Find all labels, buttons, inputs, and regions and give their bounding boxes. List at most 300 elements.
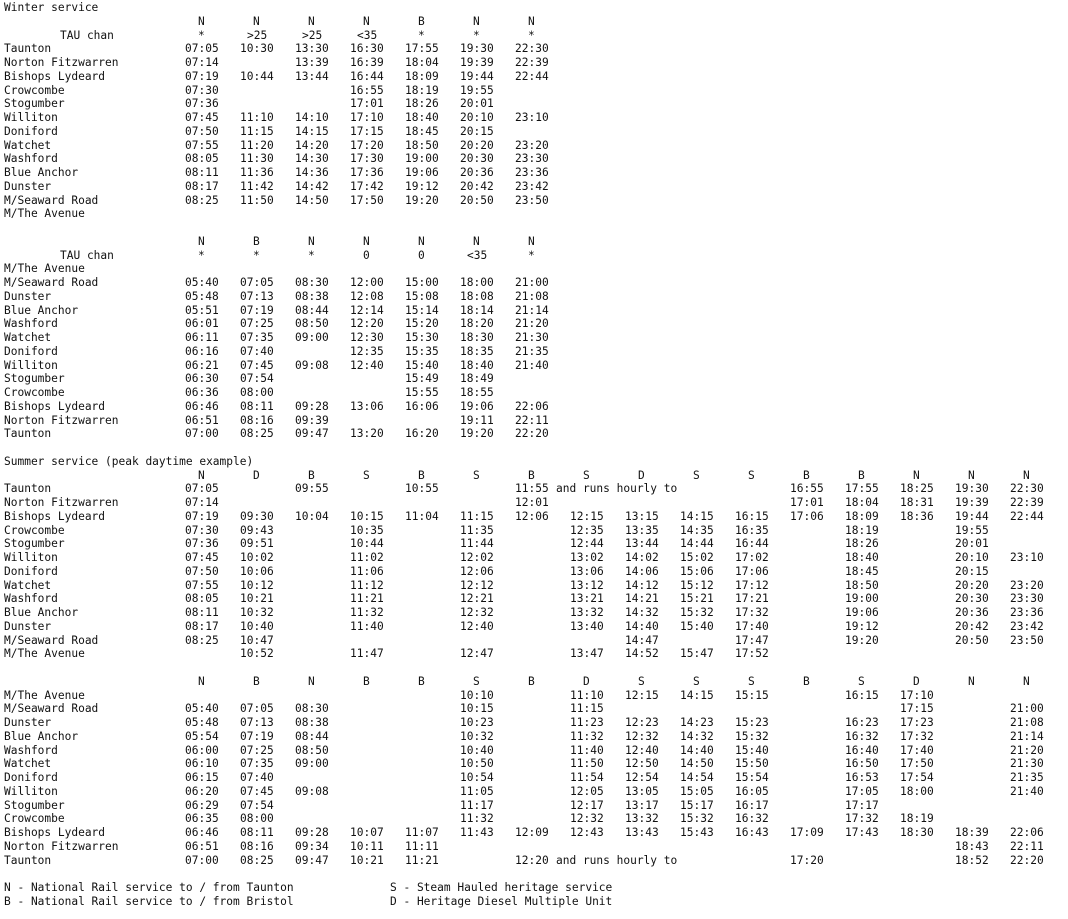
departure-time: 11:15 bbox=[240, 124, 274, 138]
departure-time: 16:40 bbox=[845, 743, 879, 757]
departure-time: 20:42 bbox=[955, 619, 989, 633]
service-code: D bbox=[638, 468, 645, 482]
station-name: Williton bbox=[4, 784, 58, 798]
departure-time: 10:23 bbox=[460, 716, 494, 729]
departure-time: 21:30 bbox=[1010, 757, 1044, 771]
departure-time: 19:00 bbox=[405, 152, 439, 166]
departure-time: 05:40 bbox=[185, 276, 219, 289]
departure-time: 11:21 bbox=[405, 853, 439, 867]
departure-time: 19:00 bbox=[845, 592, 879, 606]
departure-time: 08:17 bbox=[185, 619, 219, 633]
departure-time: 13:47 bbox=[570, 647, 604, 661]
departure-time: 16:20 bbox=[405, 427, 439, 441]
departure-time: 14:20 bbox=[295, 138, 329, 152]
departure-time: 14:47 bbox=[625, 633, 659, 647]
departure-time: 18:04 bbox=[405, 56, 439, 69]
station-name: Bishops Lydeard bbox=[4, 509, 106, 523]
departure-time: 15:06 bbox=[680, 564, 714, 578]
service-code: B bbox=[858, 468, 865, 482]
departure-time: 18:26 bbox=[845, 537, 879, 551]
departure-time: 12:02 bbox=[460, 551, 494, 564]
departure-time: 08:38 bbox=[295, 716, 329, 729]
departure-time: 18:14 bbox=[460, 303, 494, 317]
departure-time: 10:11 bbox=[350, 839, 384, 853]
service-code: N bbox=[198, 468, 205, 482]
departure-time: 08:30 bbox=[295, 276, 329, 289]
departure-time: 11:23 bbox=[570, 716, 604, 729]
service-code: * bbox=[473, 28, 480, 42]
departure-time: 21:30 bbox=[515, 331, 549, 344]
station-name: Dunster bbox=[4, 179, 52, 193]
departure-time: 20:50 bbox=[955, 633, 989, 647]
departure-time: 23:36 bbox=[515, 166, 549, 179]
service-code: * bbox=[528, 248, 535, 262]
departure-time: 14:15 bbox=[680, 688, 714, 702]
departure-time: 06:00 bbox=[185, 743, 219, 757]
departure-time: 07:45 bbox=[240, 784, 274, 798]
departure-time: 18:09 bbox=[845, 509, 879, 523]
service-code: S bbox=[693, 468, 700, 482]
service-code: <35 bbox=[357, 28, 378, 42]
service-code: N bbox=[968, 674, 975, 688]
departure-time: 16:43 bbox=[735, 826, 769, 839]
departure-time: 11:10 bbox=[240, 111, 274, 124]
departure-time: 17:42 bbox=[350, 179, 384, 193]
departure-time: 08:25 bbox=[240, 427, 274, 441]
departure-time: 17:32 bbox=[900, 729, 934, 743]
departure-time: 07:00 bbox=[185, 853, 219, 867]
departure-time: 17:30 bbox=[350, 152, 384, 166]
service-code: <35 bbox=[467, 248, 488, 262]
section-title: Summer service (peak daytime example) bbox=[4, 454, 254, 468]
service-code: N bbox=[1023, 468, 1030, 482]
departure-time: 16:55 bbox=[350, 83, 384, 97]
departure-time: 10:32 bbox=[240, 606, 274, 619]
station-name: Dunster bbox=[4, 289, 52, 303]
departure-time: 18:50 bbox=[405, 138, 439, 152]
departure-time: 16:53 bbox=[845, 771, 879, 784]
departure-time: 13:02 bbox=[570, 551, 604, 564]
service-code: N bbox=[473, 234, 480, 248]
departure-time: 23:20 bbox=[515, 138, 549, 152]
departure-time: 12:23 bbox=[625, 716, 659, 729]
departure-time: 20:30 bbox=[460, 152, 494, 166]
departure-time: 10:35 bbox=[350, 523, 384, 537]
departure-time: 17:12 bbox=[735, 578, 769, 592]
departure-time: 23:42 bbox=[1010, 619, 1044, 633]
departure-time: 21:00 bbox=[1010, 702, 1044, 716]
departure-time: 18:43 bbox=[955, 839, 989, 853]
departure-time: 13:43 bbox=[625, 826, 659, 839]
departure-time: 23:10 bbox=[1010, 551, 1044, 564]
departure-time: 07:19 bbox=[185, 69, 219, 83]
departure-time: 05:54 bbox=[185, 729, 219, 743]
service-code: S bbox=[748, 674, 755, 688]
departure-time: 11:06 bbox=[350, 564, 384, 578]
header-label: TAU chan bbox=[60, 248, 114, 262]
service-code: S bbox=[583, 468, 590, 482]
header-label: TAU chan bbox=[60, 28, 114, 42]
departure-time: 12:06 bbox=[515, 509, 549, 523]
departure-time: 13:05 bbox=[625, 784, 659, 798]
departure-time: 12:14 bbox=[350, 303, 384, 317]
departure-time: 10:40 bbox=[240, 619, 274, 633]
departure-time: 15:40 bbox=[405, 358, 439, 372]
departure-time: 14:15 bbox=[680, 509, 714, 523]
departure-time: 08:11 bbox=[185, 166, 219, 179]
departure-time: 18:49 bbox=[460, 372, 494, 386]
departure-time: 19:06 bbox=[845, 606, 879, 619]
departure-time: 17:52 bbox=[735, 647, 769, 661]
service-code: * bbox=[418, 28, 425, 42]
departure-time: 07:30 bbox=[185, 83, 219, 97]
departure-time: 19:30 bbox=[460, 42, 494, 56]
departure-time: 22:44 bbox=[1010, 509, 1044, 523]
departure-time: 15:50 bbox=[735, 757, 769, 771]
departure-time: 19:55 bbox=[460, 83, 494, 97]
departure-time: 06:11 bbox=[185, 331, 219, 344]
departure-time: 15:02 bbox=[680, 551, 714, 564]
station-name: Washford bbox=[4, 152, 58, 166]
departure-time: 12:20 bbox=[515, 853, 549, 867]
service-code: N bbox=[473, 14, 480, 28]
departure-time: 11:40 bbox=[350, 619, 384, 633]
departure-time: 07:40 bbox=[240, 771, 274, 784]
departure-time: 15:40 bbox=[680, 619, 714, 633]
departure-time: 17:21 bbox=[735, 592, 769, 606]
service-code: B bbox=[308, 468, 315, 482]
service-code: N bbox=[968, 468, 975, 482]
departure-time: 07:00 bbox=[185, 427, 219, 441]
departure-time: 17:36 bbox=[350, 166, 384, 179]
departure-time: 13:40 bbox=[570, 619, 604, 633]
departure-time: 12:32 bbox=[570, 812, 604, 826]
departure-time: 14:50 bbox=[295, 193, 329, 207]
service-code: >25 bbox=[247, 28, 268, 42]
departure-time: 16:39 bbox=[350, 56, 384, 69]
departure-time: 08:05 bbox=[185, 592, 219, 606]
departure-time: 11:50 bbox=[240, 193, 274, 207]
departure-time: 10:06 bbox=[240, 564, 274, 578]
departure-time: 08:11 bbox=[240, 826, 274, 839]
departure-time: 10:21 bbox=[350, 853, 384, 867]
departure-time: 12:30 bbox=[350, 331, 384, 344]
departure-time: 22:06 bbox=[1010, 826, 1044, 839]
departure-time: 09:28 bbox=[295, 826, 329, 839]
service-code: B bbox=[418, 14, 425, 28]
departure-time: 07:05 bbox=[185, 42, 219, 56]
departure-time: 06:01 bbox=[185, 317, 219, 331]
departure-time: 07:25 bbox=[240, 743, 274, 757]
departure-time: 18:19 bbox=[405, 83, 439, 97]
departure-time: 17:32 bbox=[735, 606, 769, 619]
departure-time: 11:44 bbox=[460, 537, 494, 551]
departure-time: 12:08 bbox=[350, 289, 384, 303]
departure-time: 06:29 bbox=[185, 798, 219, 812]
departure-time: 10:50 bbox=[460, 757, 494, 771]
departure-time: 13:06 bbox=[350, 399, 384, 413]
departure-time: 10:15 bbox=[350, 509, 384, 523]
station-name: Crowcombe bbox=[4, 386, 65, 399]
station-name: Dunster bbox=[4, 619, 52, 633]
departure-time: 09:47 bbox=[295, 427, 329, 441]
departure-time: 17:50 bbox=[900, 757, 934, 771]
departure-time: 20:15 bbox=[460, 124, 494, 138]
departure-time: 18:40 bbox=[405, 111, 439, 124]
station-name: Bishops Lydeard bbox=[4, 69, 106, 83]
service-code: N bbox=[528, 234, 535, 248]
departure-time: 14:54 bbox=[680, 771, 714, 784]
departure-time: 19:55 bbox=[955, 523, 989, 537]
departure-time: 07:36 bbox=[185, 537, 219, 551]
service-code: D bbox=[583, 674, 590, 688]
departure-time: 10:40 bbox=[460, 743, 494, 757]
service-code: S bbox=[363, 468, 370, 482]
departure-time: 17:10 bbox=[350, 111, 384, 124]
departure-time: 07:45 bbox=[185, 111, 219, 124]
departure-time: 07:05 bbox=[240, 702, 274, 716]
departure-time: 18:30 bbox=[900, 826, 934, 839]
departure-time: 23:50 bbox=[515, 193, 549, 207]
departure-time: 11:42 bbox=[240, 179, 274, 193]
departure-time: 07:14 bbox=[185, 56, 219, 69]
departure-time: 13:44 bbox=[295, 69, 329, 83]
departure-time: 11:15 bbox=[570, 702, 604, 716]
departure-time: 19:11 bbox=[460, 413, 494, 427]
departure-time: 14:40 bbox=[680, 743, 714, 757]
departure-time: 23:10 bbox=[515, 111, 549, 124]
departure-time: 13:17 bbox=[625, 798, 659, 812]
departure-time: 14:02 bbox=[625, 551, 659, 564]
departure-time: 08:25 bbox=[240, 853, 274, 867]
departure-time: 05:51 bbox=[185, 303, 219, 317]
departure-time: 11:10 bbox=[570, 688, 604, 702]
departure-time: 17:06 bbox=[790, 509, 824, 523]
departure-time: 07:05 bbox=[185, 482, 219, 496]
departure-time: 07:19 bbox=[185, 509, 219, 523]
departure-time: 12:35 bbox=[350, 344, 384, 358]
departure-time: 15:55 bbox=[405, 386, 439, 399]
hourly-note: and runs hourly to bbox=[556, 853, 678, 867]
departure-time: 15:08 bbox=[405, 289, 439, 303]
departure-time: 08:16 bbox=[240, 413, 274, 427]
departure-time: 16:17 bbox=[735, 798, 769, 812]
departure-time: 16:35 bbox=[735, 523, 769, 537]
departure-time: 18:00 bbox=[460, 276, 494, 289]
departure-time: 19:06 bbox=[405, 166, 439, 179]
departure-time: 11:32 bbox=[460, 812, 494, 826]
station-name: M/Seaward Road bbox=[4, 702, 99, 716]
service-code: N bbox=[198, 234, 205, 248]
departure-time: 16:15 bbox=[845, 688, 879, 702]
departure-time: 06:30 bbox=[185, 372, 219, 386]
departure-time: 08:17 bbox=[185, 179, 219, 193]
station-name: Blue Anchor bbox=[4, 166, 79, 179]
departure-time: 08:38 bbox=[295, 289, 329, 303]
departure-time: 12:00 bbox=[350, 276, 384, 289]
departure-time: 07:19 bbox=[240, 729, 274, 743]
departure-time: 09:08 bbox=[295, 358, 329, 372]
departure-time: 21:14 bbox=[1010, 729, 1044, 743]
departure-time: 14:15 bbox=[295, 124, 329, 138]
departure-time: 13:30 bbox=[295, 42, 329, 56]
departure-time: 10:15 bbox=[460, 702, 494, 716]
service-code: N bbox=[308, 14, 315, 28]
departure-time: 17:55 bbox=[405, 42, 439, 56]
departure-time: 14:42 bbox=[295, 179, 329, 193]
departure-time: 14:32 bbox=[625, 606, 659, 619]
departure-time: 10:32 bbox=[460, 729, 494, 743]
departure-time: 11:20 bbox=[240, 138, 274, 152]
departure-time: 12:54 bbox=[625, 771, 659, 784]
departure-time: 16:30 bbox=[350, 42, 384, 56]
departure-time: 17:09 bbox=[790, 826, 824, 839]
departure-time: 10:02 bbox=[240, 551, 274, 564]
departure-time: 19:12 bbox=[405, 179, 439, 193]
departure-time: 17:40 bbox=[900, 743, 934, 757]
departure-time: 11:11 bbox=[405, 839, 439, 853]
service-code: S bbox=[638, 674, 645, 688]
departure-time: 18:39 bbox=[955, 826, 989, 839]
departure-time: 22:30 bbox=[515, 42, 549, 56]
departure-time: 19:39 bbox=[460, 56, 494, 69]
departure-time: 11:32 bbox=[350, 606, 384, 619]
departure-time: 15:17 bbox=[680, 798, 714, 812]
departure-time: 18:31 bbox=[900, 496, 934, 509]
departure-time: 09:47 bbox=[295, 853, 329, 867]
departure-time: 10:30 bbox=[240, 42, 274, 56]
station-name: M/Seaward Road bbox=[4, 193, 99, 207]
departure-time: 12:32 bbox=[625, 729, 659, 743]
departure-time: 09:08 bbox=[295, 784, 329, 798]
departure-time: 07:36 bbox=[185, 97, 219, 111]
departure-time: 12:32 bbox=[460, 606, 494, 619]
departure-time: 23:30 bbox=[515, 152, 549, 166]
service-code: N bbox=[308, 674, 315, 688]
station-name: Stogumber bbox=[4, 97, 65, 111]
departure-time: 18:25 bbox=[900, 482, 934, 496]
departure-time: 17:50 bbox=[350, 193, 384, 207]
departure-time: 14:10 bbox=[295, 111, 329, 124]
service-code: B bbox=[363, 674, 370, 688]
service-code: S bbox=[858, 674, 865, 688]
departure-time: 13:32 bbox=[625, 812, 659, 826]
departure-time: 19:20 bbox=[405, 193, 439, 207]
departure-time: 08:11 bbox=[240, 399, 274, 413]
departure-time: 08:25 bbox=[185, 633, 219, 647]
departure-time: 09:39 bbox=[295, 413, 329, 427]
departure-time: 15:30 bbox=[405, 331, 439, 344]
departure-time: 10:44 bbox=[350, 537, 384, 551]
service-code: * bbox=[528, 28, 535, 42]
departure-time: 06:21 bbox=[185, 358, 219, 372]
section-title: Winter service bbox=[4, 1, 99, 14]
station-name: Washford bbox=[4, 592, 58, 606]
departure-time: 10:54 bbox=[460, 771, 494, 784]
departure-time: 18:52 bbox=[955, 853, 989, 867]
service-code: B bbox=[528, 468, 535, 482]
departure-time: 17:54 bbox=[900, 771, 934, 784]
departure-time: 15:15 bbox=[735, 688, 769, 702]
departure-time: 07:05 bbox=[240, 276, 274, 289]
departure-time: 20:50 bbox=[460, 193, 494, 207]
departure-time: 07:54 bbox=[240, 798, 274, 812]
departure-time: 07:13 bbox=[240, 716, 274, 729]
station-name: Williton bbox=[4, 551, 58, 564]
departure-time: 13:32 bbox=[570, 606, 604, 619]
departure-time: 11:35 bbox=[460, 523, 494, 537]
departure-time: 14:12 bbox=[625, 578, 659, 592]
legend-entry: N - National Rail service to / from Taunton bbox=[4, 881, 294, 894]
service-code: B bbox=[528, 674, 535, 688]
departure-time: 17:05 bbox=[845, 784, 879, 798]
service-code: 0 bbox=[363, 248, 370, 262]
service-code: * bbox=[308, 248, 315, 262]
station-name: Watchet bbox=[4, 757, 52, 771]
station-name: M/The Avenue bbox=[4, 207, 85, 221]
departure-time: 11:02 bbox=[350, 551, 384, 564]
station-name: Doniford bbox=[4, 564, 58, 578]
departure-time: 12:40 bbox=[460, 619, 494, 633]
station-name: Doniford bbox=[4, 344, 58, 358]
departure-time: 07:30 bbox=[185, 523, 219, 537]
departure-time: 20:42 bbox=[460, 179, 494, 193]
departure-time: 08:30 bbox=[295, 702, 329, 716]
departure-time: 17:32 bbox=[845, 812, 879, 826]
departure-time: 13:39 bbox=[295, 56, 329, 69]
service-code: B bbox=[803, 674, 810, 688]
departure-time: 12:15 bbox=[625, 688, 659, 702]
departure-time: 08:00 bbox=[240, 812, 274, 826]
departure-time: 18:04 bbox=[845, 496, 879, 509]
station-name: Blue Anchor bbox=[4, 729, 79, 743]
departure-time: 20:20 bbox=[955, 578, 989, 592]
departure-time: 15:49 bbox=[405, 372, 439, 386]
departure-time: 18:09 bbox=[405, 69, 439, 83]
departure-time: 14:32 bbox=[680, 729, 714, 743]
departure-time: 06:15 bbox=[185, 771, 219, 784]
departure-time: 09:28 bbox=[295, 399, 329, 413]
departure-time: 16:32 bbox=[845, 729, 879, 743]
departure-time: 06:51 bbox=[185, 839, 219, 853]
station-name: M/The Avenue bbox=[4, 688, 85, 702]
departure-time: 06:46 bbox=[185, 399, 219, 413]
departure-time: 21:20 bbox=[515, 317, 549, 331]
departure-time: 10:47 bbox=[240, 633, 274, 647]
departure-time: 07:50 bbox=[185, 124, 219, 138]
departure-time: 12:43 bbox=[570, 826, 604, 839]
service-code: N bbox=[1023, 674, 1030, 688]
departure-time: 11:47 bbox=[350, 647, 384, 661]
service-code: S bbox=[693, 674, 700, 688]
departure-time: 12:17 bbox=[570, 798, 604, 812]
departure-time: 15:23 bbox=[735, 716, 769, 729]
departure-time: 12:05 bbox=[570, 784, 604, 798]
departure-time: 06:16 bbox=[185, 344, 219, 358]
departure-time: 07:45 bbox=[185, 551, 219, 564]
departure-time: 15:32 bbox=[735, 729, 769, 743]
service-code: N bbox=[363, 234, 370, 248]
station-name: Doniford bbox=[4, 771, 58, 784]
departure-time: 09:00 bbox=[295, 331, 329, 344]
service-code: N bbox=[308, 234, 315, 248]
departure-time: 08:44 bbox=[295, 303, 329, 317]
departure-time: 07:19 bbox=[240, 303, 274, 317]
departure-time: 17:06 bbox=[735, 564, 769, 578]
departure-time: 14:06 bbox=[625, 564, 659, 578]
legend-entry: D - Heritage Diesel Multiple Unit bbox=[390, 894, 613, 908]
departure-time: 17:17 bbox=[845, 798, 879, 812]
